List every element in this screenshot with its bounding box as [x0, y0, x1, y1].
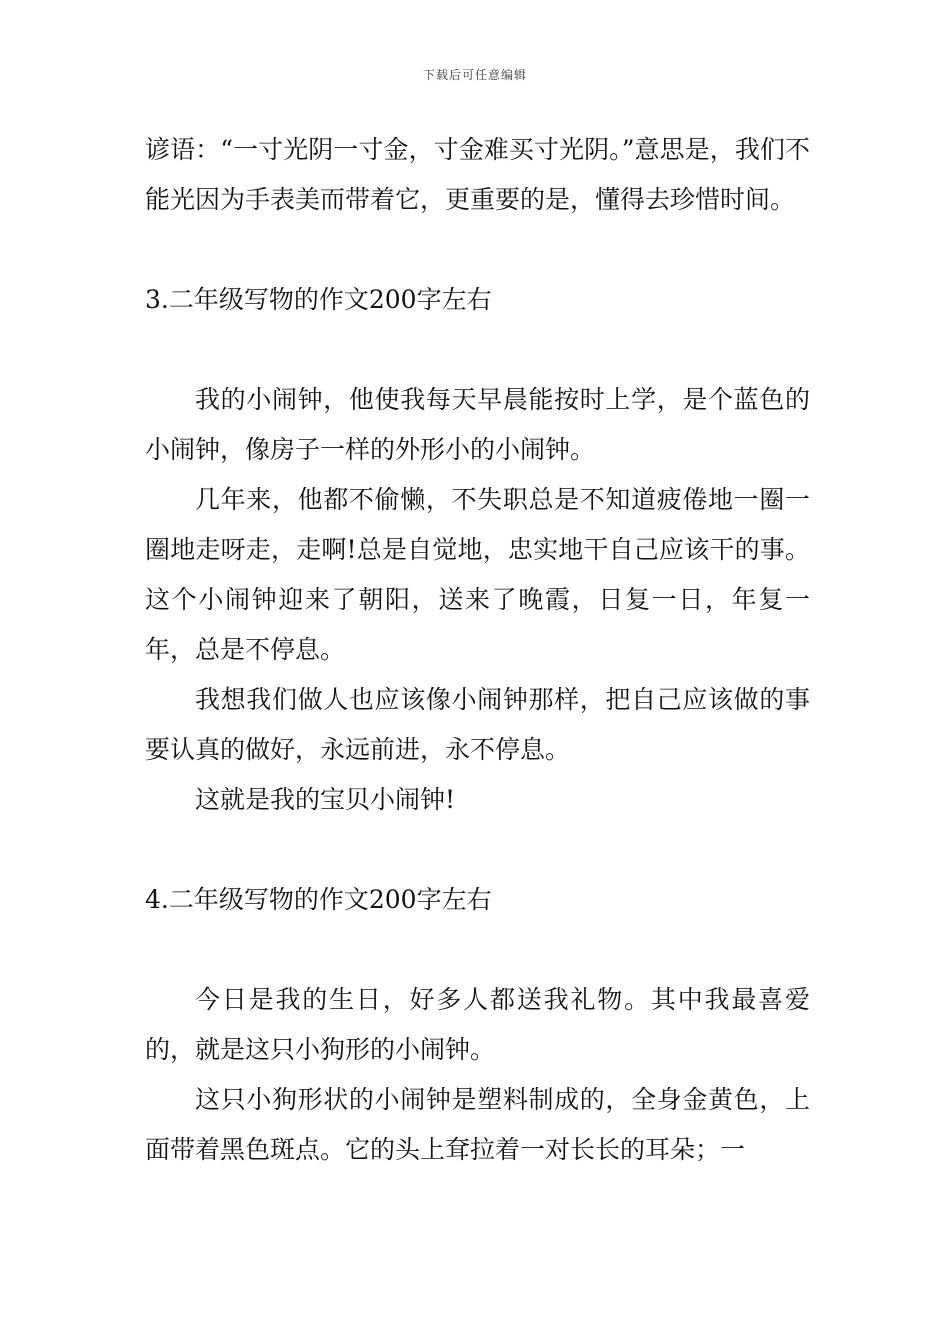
paragraph-alarm-closing: 这就是我的宝贝小闹钟!	[195, 785, 456, 814]
paragraph-birthday: 今日是我的生日，好多人都送我礼物。其中我最喜爱的，就是这只小狗形的小闹钟。	[145, 985, 810, 1064]
spacer	[145, 325, 810, 375]
paragraph-alarm-lesson: 我想我们做人也应该像小闹钟那样，把自己应该做的事要认真的做好，永远前进，永不停息。	[145, 685, 810, 764]
page-header: 下载后可任意编辑	[422, 68, 527, 82]
paragraph-proverb: 谚语：“一寸光阴一寸金，寸金难买寸光阴。”意思是，我们不能光因为手表美而带着它，更重要的是，懂得去珍惜时间。	[145, 135, 810, 214]
paragraph-dog-clock: 这只小狗形状的小闹钟是塑料制成的，全身金黄色，上面带着黑色斑点。它的头上耷拉着一对长长的耳朵；一	[145, 1085, 810, 1164]
section-heading-3: 3.二年级写物的作文200字左右	[145, 285, 492, 314]
document-body	[145, 125, 810, 1175]
paragraph-alarm-intro: 我的小闹钟，他使我每天早晨能按时上学，是个蓝色的小闹钟，像房子一样的外形小的小闹钟。	[145, 385, 810, 464]
section-heading-4: 4.二年级写物的作文200字左右	[145, 885, 492, 914]
spacer	[145, 925, 810, 975]
spacer	[145, 225, 810, 275]
paragraph-alarm-years: 几年来，他都不偷懒，不失职总是不知道疲倦地一圈一圈地走呀走，走啊!总是自觉地，忠实地干自己应该干的事。这个小闹钟迎来了朝阳，送来了晚霞，日复一日，年复一年，总是不停息。	[145, 485, 810, 664]
spacer	[145, 825, 810, 875]
